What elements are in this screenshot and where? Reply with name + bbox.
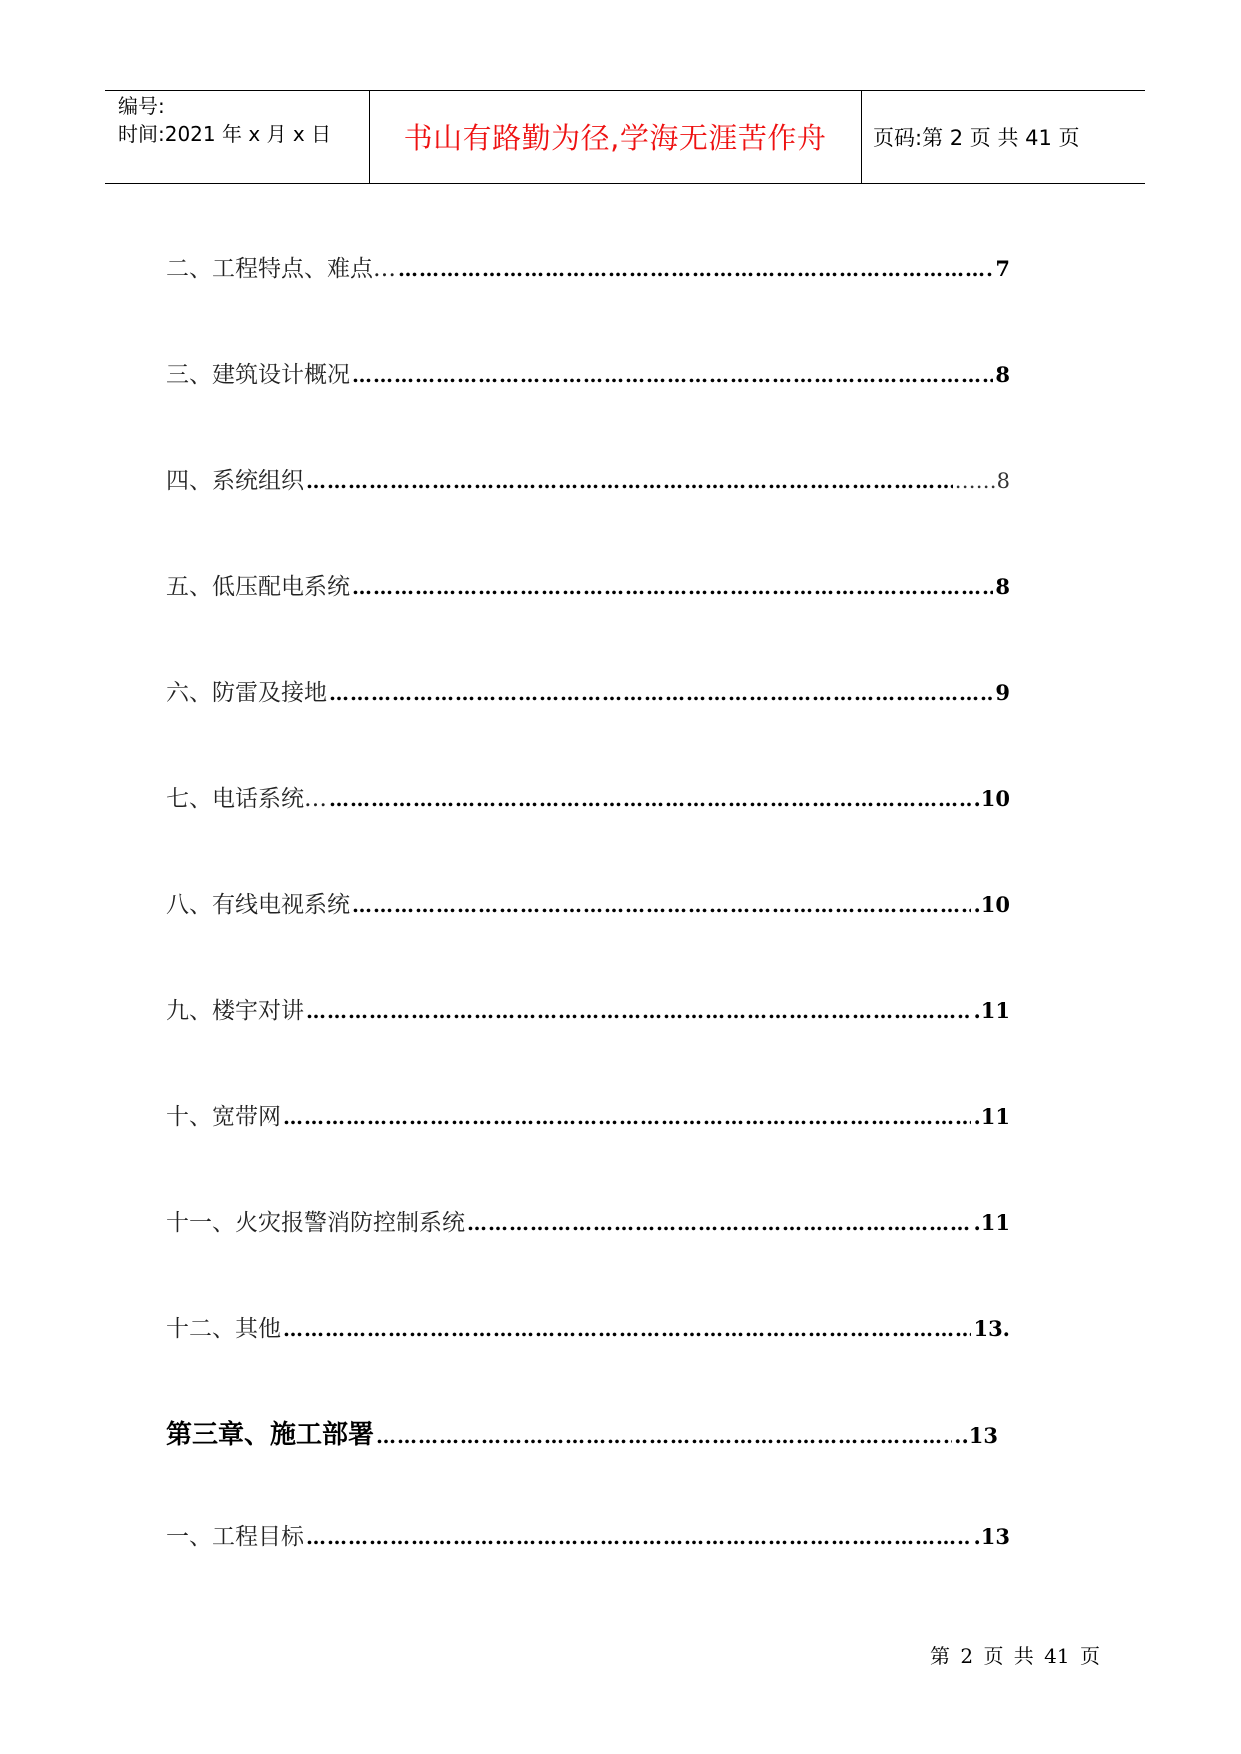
toc-entry-title: 十、宽带网: [166, 1104, 281, 1130]
toc-dot-leader: [306, 469, 953, 493]
toc-entry[interactable]: [166, 1204, 1010, 1237]
toc-entry[interactable]: [166, 1098, 1010, 1131]
toc-dot-leader: [376, 1424, 952, 1448]
toc-entry-page: 13.: [973, 1316, 1010, 1341]
toc-entry-page: .10: [973, 892, 1010, 917]
toc-entry[interactable]: [166, 992, 1010, 1025]
toc-entry-title: 四、系统组织: [166, 468, 304, 494]
toc-dot-leader: [352, 575, 993, 599]
toc-entry-page: .11: [973, 998, 1010, 1023]
toc-entry-page: .11: [973, 1210, 1010, 1235]
header-top-rule: [105, 90, 1145, 91]
page-footer: 第 2 页 共 41 页: [930, 1644, 1100, 1668]
toc-entry-title: 二、工程特点、难点…: [166, 256, 396, 282]
toc-dot-leader: [467, 1211, 971, 1235]
toc-entry[interactable]: [166, 1518, 1010, 1551]
document-time: 时间:2021 年 x 月 x 日: [118, 122, 332, 146]
toc-entry[interactable]: [166, 1310, 1010, 1343]
document-number-label: 编号:: [118, 94, 165, 118]
toc-entry[interactable]: [166, 250, 1010, 283]
toc-entry-title: 七、电话系统…: [166, 786, 327, 812]
toc-entry[interactable]: [166, 568, 1010, 601]
header-bottom-rule: [105, 183, 1145, 184]
toc-entry-page: .10: [973, 786, 1010, 811]
toc-entry-title: 五、低压配电系统: [166, 574, 350, 600]
toc-entry-page: .11: [973, 1104, 1010, 1129]
toc-entry-page: ..13: [954, 1423, 998, 1448]
toc-entry-page: 8: [995, 574, 1010, 599]
toc-entry-page: ……8: [954, 469, 1010, 493]
toc-entry[interactable]: [166, 356, 1010, 389]
toc-dot-leader: [283, 1317, 971, 1341]
toc-entry[interactable]: [166, 462, 1010, 495]
toc-entry-page: .13: [973, 1524, 1010, 1549]
toc-entry[interactable]: [166, 886, 1010, 919]
header-motto: 书山有路勤为径,学海无涯苦作舟: [403, 121, 827, 155]
toc-entry-title: 六、防雷及接地: [166, 680, 327, 706]
toc-entry-page: 9: [995, 680, 1010, 705]
toc-chapter-entry[interactable]: [166, 1414, 998, 1451]
toc-chapter-title: 第三章、施工部署: [166, 1420, 375, 1450]
toc-entry-title: 八、有线电视系统: [166, 892, 350, 918]
header-page-info: 页码:第 2 页 共 41 页: [873, 126, 1080, 150]
toc-entry-title: 三、建筑设计概况: [166, 362, 350, 388]
header-meta: [118, 92, 331, 148]
toc-dot-leader: [329, 787, 971, 811]
toc-entry-page: 7: [995, 256, 1010, 281]
toc-entry-title: 一、工程目标: [166, 1524, 304, 1550]
toc-entry-title: 十二、其他: [166, 1316, 281, 1342]
toc-entry[interactable]: [166, 780, 1010, 813]
toc-entry-title: 九、楼宇对讲: [166, 998, 304, 1024]
toc-dot-leader: [352, 363, 993, 387]
toc-dot-leader: [398, 257, 993, 281]
toc-entry-page: 8: [995, 362, 1010, 387]
toc-dot-leader: [306, 999, 971, 1023]
header-divider-right: [861, 90, 862, 183]
toc-dot-leader: [329, 681, 993, 705]
toc-dot-leader: [352, 893, 971, 917]
toc-dot-leader: [283, 1105, 971, 1129]
toc-entry-title: 十一、火灾报警消防控制系统: [166, 1210, 465, 1236]
toc-entry[interactable]: [166, 674, 1010, 707]
toc-dot-leader: [306, 1525, 971, 1549]
